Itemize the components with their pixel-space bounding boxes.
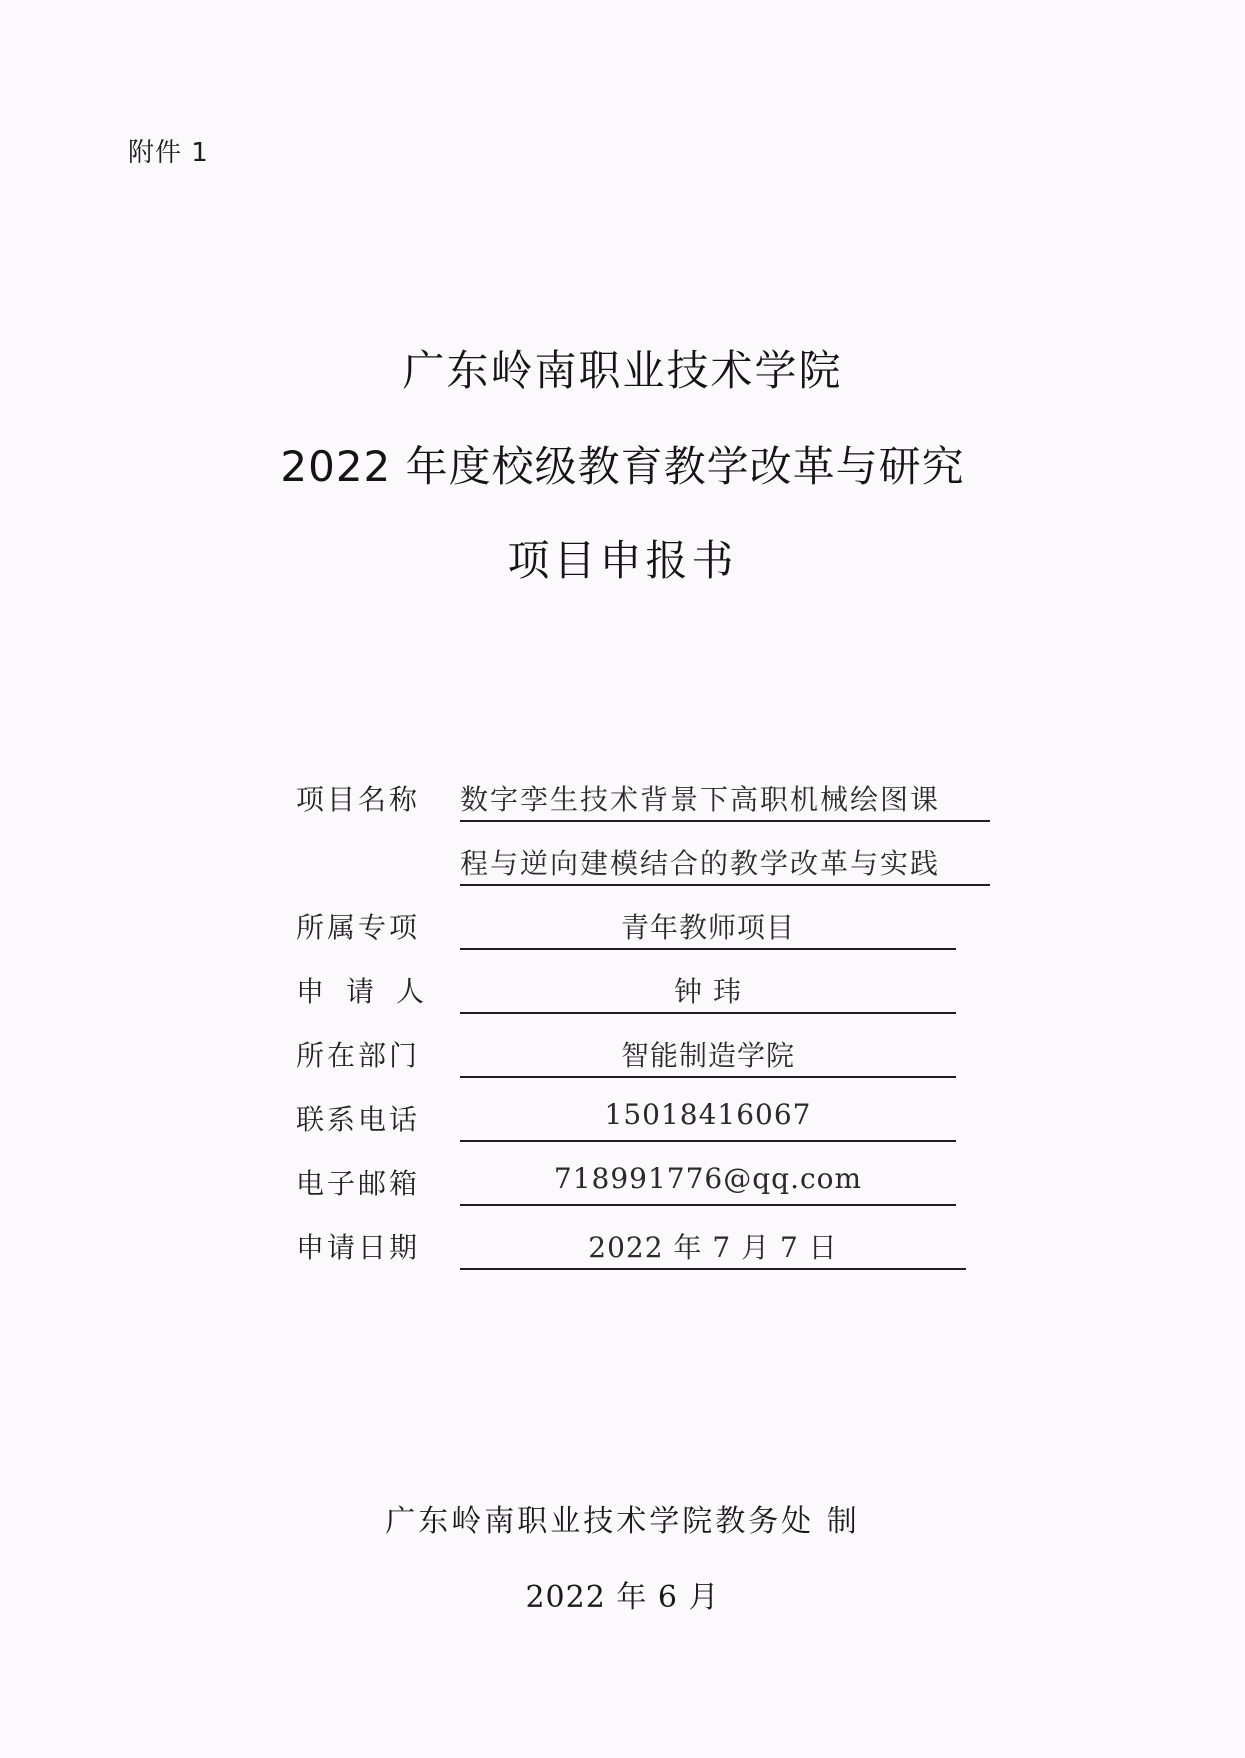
project-name-value-line2: 程与逆向建模结合的教学改革与实践 [460,842,990,886]
date-value: 2022 年 7 月 7 日 [460,1226,966,1270]
email-label: 电子邮箱 [296,1167,421,1200]
category-label: 所属专项 [296,911,421,944]
department-label: 所在部门 [296,1039,421,1072]
phone-label: 联系电话 [296,1103,421,1136]
title-program: 2022 年度校级教育教学改革与研究 [280,442,965,491]
project-name-label: 项目名称 [296,783,421,816]
category-value: 青年教师项目 [460,906,956,950]
applicant-value: 钟 玮 [460,970,956,1014]
email-value: 718991776@qq.com [460,1162,956,1206]
phone-value: 15018416067 [460,1098,956,1142]
footer-date: 2022 年 6 月 [525,1580,720,1615]
project-name-value-line1: 数字孪生技术背景下高职机械绘图课 [460,778,990,822]
title-document-type: 项目申报书 [507,536,738,585]
applicant-label: 申请人 [296,975,447,1008]
footer-issuer: 广东岭南职业技术学院教务处 制 [385,1504,860,1539]
department-value: 智能制造学院 [460,1034,956,1078]
title-institution: 广东岭南职业技术学院 [402,346,843,395]
annex-label: 附件 1 [128,138,209,168]
date-label: 申请日期 [296,1231,421,1264]
